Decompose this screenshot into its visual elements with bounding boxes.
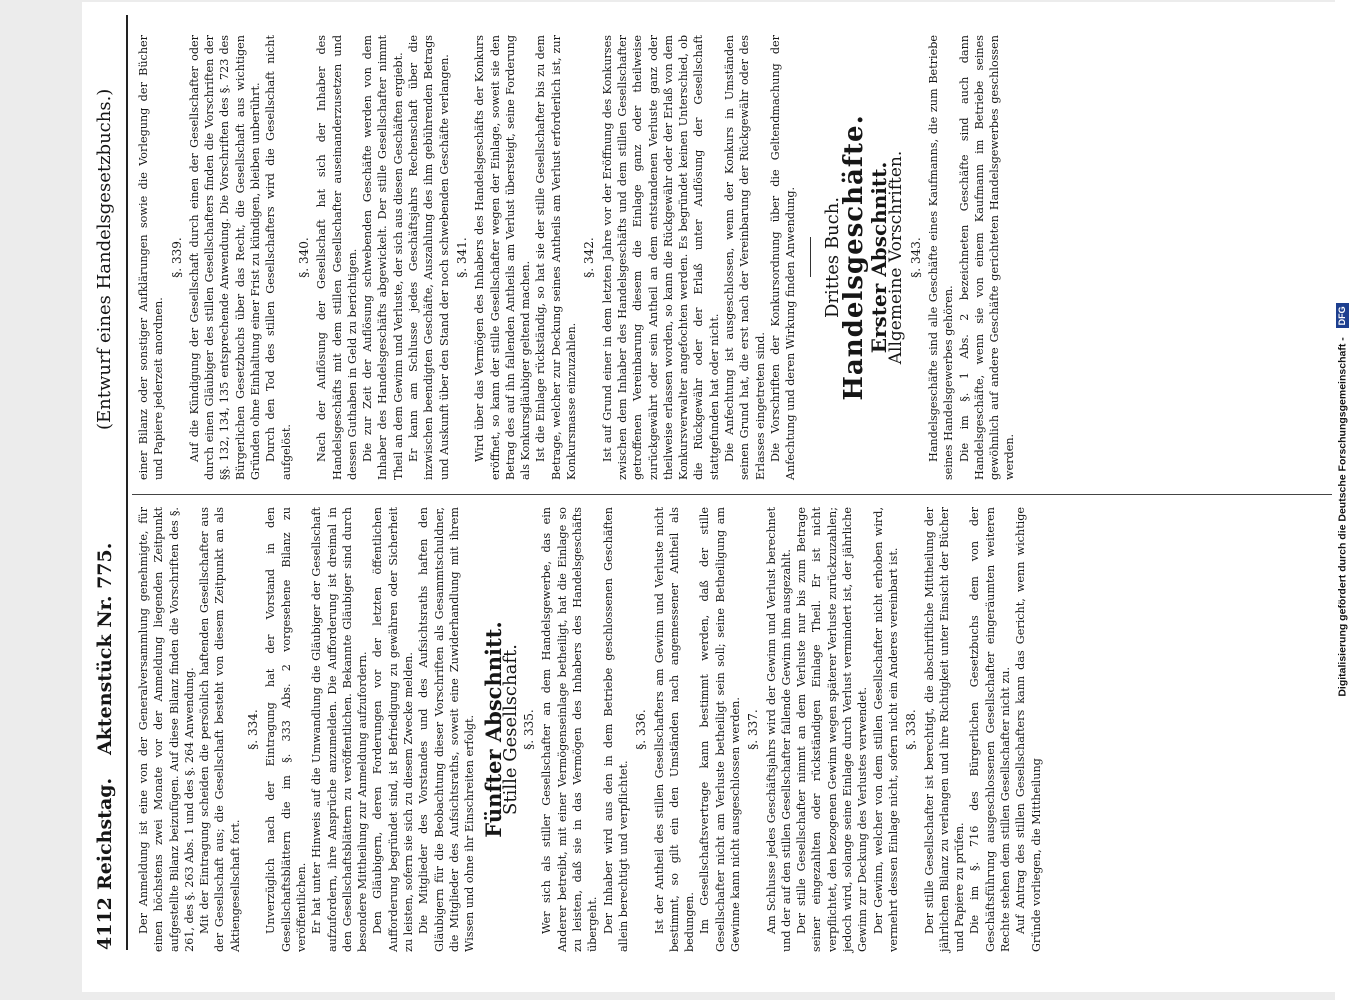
paragraph: Mit der Eintragung scheiden die persönlich haftenden Gesellschafter aus der Gesellschaft aus; die Gesellschaft besteht von diesem Zeitpunkt an als Aktiengesellschaft fort. <box>198 507 242 952</box>
chapter-heading: Erster Abschnitt. <box>867 161 892 354</box>
paragraph: Ist der Antheil des stillen Gesellschafters am Gewinn und Verluste nicht bestimmt, so gilt ein den Umständen nach angemessener Antheil als bedungen. <box>652 507 697 952</box>
paragraph: Die Anfechtung ist ausgeschlossen, wenn der Konkurs in Umständen seinen Grund hat, die erst nach der Vereinbarung der Rückgewähr oder des Erlasses eingetreten sind. <box>722 35 767 480</box>
section-number: §. 335. <box>522 709 537 750</box>
paragraph: Er hat unter Hinweis auf die Umwandlung die Gläubiger der Gesellschaft aufzufordern, ihre Ansprüche anzumelden. Die Aufforderung ist dreimal in den Gesellschaftsblättern zu veröffentlichen. Bekannte Gläubiger sind durch besondere Mittheilung zur Anmeldung aufzufordern. <box>310 507 370 952</box>
header-center-title: Aktenstück Nr. 775. <box>94 542 116 755</box>
paragraph: Der Anmeldung ist eine von der Generalversammlung genehmigte, für einen höchstens zwei Monate vor der Anmeldung liegenden Zeitpunkt aufgestellte Bilanz beizufügen. Auf diese Bilanz finden die Vorschriften des §. 261, des §. 263 Abs. 1 und des §. 264 Anwendung. <box>137 507 196 952</box>
credit-text: Digitalisierung gefördert durch die Deutsche Forschungsgemeinschaft - <box>1336 337 1349 697</box>
chapter-heading: Fünfter Abschnitt. <box>480 621 506 838</box>
paragraph: Unverzüglich nach der Eintragung hat der Vorstand in den Gesellschaftsblättern die im §. 333 Abs. 2 vorgesehene Bilanz zu veröffentlichen. <box>264 507 308 952</box>
dfg-logo: DFG <box>1336 303 1349 328</box>
left-column <box>136 507 1044 952</box>
paragraph: Der stille Gesellschafter nimmt an dem Verluste nur bis zum Betrage seiner eingezahlten oder rückständigen Einlage Theil. Er ist nicht verpflichtet, den bezogenen Gewinn wegen späterer Verluste zurückzuzahlen; jedoch wird, solange seine Einlage durch Verlust vermindert ist, der jährliche Gewinn zur Deckung des Verlustes verwendet. <box>795 507 870 952</box>
section-number: §. 340. <box>296 237 311 278</box>
header-rule <box>126 15 128 950</box>
chapter-title: Allgemeine Vorschriften. <box>886 150 907 365</box>
section-number: §. 338. <box>904 709 919 750</box>
section-number: §. 342. <box>582 237 597 278</box>
paragraph: Den Gläubigern, deren Forderungen vor der letzten öffentlichen Aufforderung begründet sind, ist Befriedigung zu gewähren oder Sicherheit zu leisten, sofern sie sich zu diesem Zwecke melden. <box>371 507 416 952</box>
paragraph: Der stille Gesellschafter ist berechtigt, die abschriftliche Mittheilung der jährlichen Bilanz zu verlangen und ihre Richtigkeit unter Einsicht der Bücher und Papiere zu prüfen. <box>922 507 967 952</box>
header-left-title: Reichstag. <box>94 777 116 890</box>
digitization-credit <box>1336 0 1353 1000</box>
paragraph: Auf die Kündigung der Gesellschaft durch einen der Gesellschafter oder durch einen Gläubiger des stillen Gesellschafters finden die Vorschriften der §§. 132, 134, 135 entsprechende Anwendung. Die Vorschriften des §. 723 des Bürgerlichen Gesetzbuchs über das Recht, die Gesellschaft aus wichtigen Gründen ohne Einhaltung einer Frist zu kündigen, bleiben unberührt. <box>187 35 263 480</box>
page-header <box>88 15 122 950</box>
header-right-title: (Entwurf eines Handelsgesetzbuchs.) <box>94 88 115 430</box>
paragraph: Handelsgeschäfte sind alle Geschäfte eines Kaufmanns, die zum Betriebe seines Handelsgewerbes gehören. <box>926 35 956 480</box>
paragraph: Die im §. 1 Abs. 2 bezeichneten Geschäfte sind auch dann Handelsgeschäfte, wenn sie von einem Kaufmann im Betriebe seines gewöhnlich auf andere Geschäfte gerichteten Handelsgewerbes geschlossen werden. <box>957 35 1017 480</box>
page-number: 4112 <box>94 897 116 950</box>
paragraph: Die zur Zeit der Auflösung schwebenden Geschäfte werden von dem Inhaber des Handelsgeschäfts abgewickelt. Der stille Gesellschafter nimmt Theil an dem Gewinn und Verluste, der sich aus diesen Geschäften ergiebt. <box>361 35 405 480</box>
section-number: §. 341. <box>454 237 469 278</box>
right-column <box>136 35 1018 480</box>
separator-line <box>810 238 811 278</box>
section-number: §. 343. <box>908 237 923 278</box>
paragraph: Wird über das Vermögen des Inhabers des Handelsgeschäfts der Konkurs eröffnet, so kann der stille Gesellschafter wegen der Einlage, soweit sie den Betrag des auf ihn fallenden Antheils am Verlust übersteigt, seine Forderung als Konkursgläubiger geltend machen. <box>473 35 533 480</box>
section-number: §. 336. <box>634 709 649 750</box>
paragraph: Die Vorschriften der Konkursordnung über die Geltendmachung der Anfechtung und deren Wirkung finden Anwendung. <box>768 35 798 480</box>
book-heading: Drittes Buch. <box>822 196 844 319</box>
paragraph: Auf Antrag des stillen Gesellschafters kann das Gericht, wenn wichtige Gründe vorliegen, die Mittheilung <box>1014 507 1043 952</box>
paragraph: Ist die Einlage rückständig, so hat sie der stille Gesellschafter bis zu dem Betrage, welcher zur Deckung seines Antheils am Verlust erforderlich ist, zur Konkursmasse einzuzahlen. <box>534 35 579 480</box>
paragraph: einer Bilanz oder sonstiger Aufklärungen sowie die Vorlegung der Bücher und Papiere jederzeit anordnen. <box>137 35 166 480</box>
chapter-title: Stille Gesellschaft. <box>499 644 521 815</box>
paragraph: Er kann am Schlusse jedes Geschäftsjahrs Rechenschaft über die inzwischen beendigten Geschäfte, Auszahlung des ihm gebührenden Betrags und Auskunft über den Stand der noch schwebenden Geschäfte verlangen. <box>407 35 451 480</box>
paragraph: Der Gewinn, welcher von dem stillen Gesellschafter nicht erhoben wird, vermehrt dessen Einlage nicht, sofern nicht ein Anderes vereinbart ist. <box>871 507 900 952</box>
paragraph: Nach der Auflösung der Gesellschaft hat sich der Inhaber des Handelsgeschäfts mit dem stillen Gesellschafter auseinanderzusetzen und dessen Guthaben in Geld zu berichtigen. <box>315 35 359 480</box>
paragraph: Am Schlusse jedes Geschäftsjahrs wird der Gewinn und Verlust berechnet und der auf den stillen Gesellschafter fallende Gewinn ihm ausgezahlt. <box>764 507 793 952</box>
paragraph: Der Inhaber wird aus den in dem Betriebe geschlossenen Geschäften allein berechtigt und verpflichtet. <box>601 507 630 952</box>
paragraph: Ist auf Grund einer in dem letzten Jahre vor der Eröffnung des Konkurses zwischen dem Inhaber des Handelsgeschäfts und dem stillen Gesellschafter getroffenen Vereinbarung diesem die Einlage ganz oder theilweise zurückgewährt oder sein Antheil an dem entstandenen Verluste ganz oder theilweise erlassen worden, so kann die Rückgewähr oder der Erlaß von dem Konkursverwalter angefochten werden. Es begründet keinen Unterschied, ob die Rückgewähr oder der Erlaß unter Auflösung der Gesellschaft stattgefunden hat oder nicht. <box>600 35 721 480</box>
section-number: §. 334. <box>246 709 261 750</box>
paragraph: Die Mitglieder des Vorstandes und des Aufsichtsraths haften den Gläubigern für die Beobachtung dieser Vorschriften als Gesammtschuldner, die Mitglieder des Aufsichtsraths, soweit eine Zuwiderhandlung mit ihrem Wissen und ohne ihr Einschreiten erfolgt. <box>417 507 477 952</box>
column-divider <box>132 494 1332 495</box>
paragraph: Wer sich als stiller Gesellschafter an dem Handelsgewerbe, das ein Anderer betreibt, mit einer Vermögenseinlage betheiligt, hat die Einlage so zu leisten, daß sie in das Vermögen des Inhabers des Handelsgeschäfts übergeht. <box>540 507 600 952</box>
paragraph: Durch den Tod des stillen Gesellschafters wird die Gesellschaft nicht aufgelöst. <box>264 35 293 480</box>
section-number: §. 339. <box>169 237 184 278</box>
book-title: Handelsgeschäfte. <box>838 114 869 401</box>
section-number: §. 337. <box>746 709 761 750</box>
paragraph: Im Gesellschaftsvertrage kann bestimmt werden, daß der stille Gesellschafter nicht am Verluste betheiligt sein soll; seine Betheiligung am Gewinne kann nicht ausgeschlossen werden. <box>698 507 742 952</box>
paragraph: Die im §. 716 des Bürgerlichen Gesetzbuchs dem von der Geschäftsführung ausgeschlossenen Gesellschafter eingeräumten weiteren Rechte stehen dem stillen Gesellschafter nicht zu. <box>968 507 1013 952</box>
